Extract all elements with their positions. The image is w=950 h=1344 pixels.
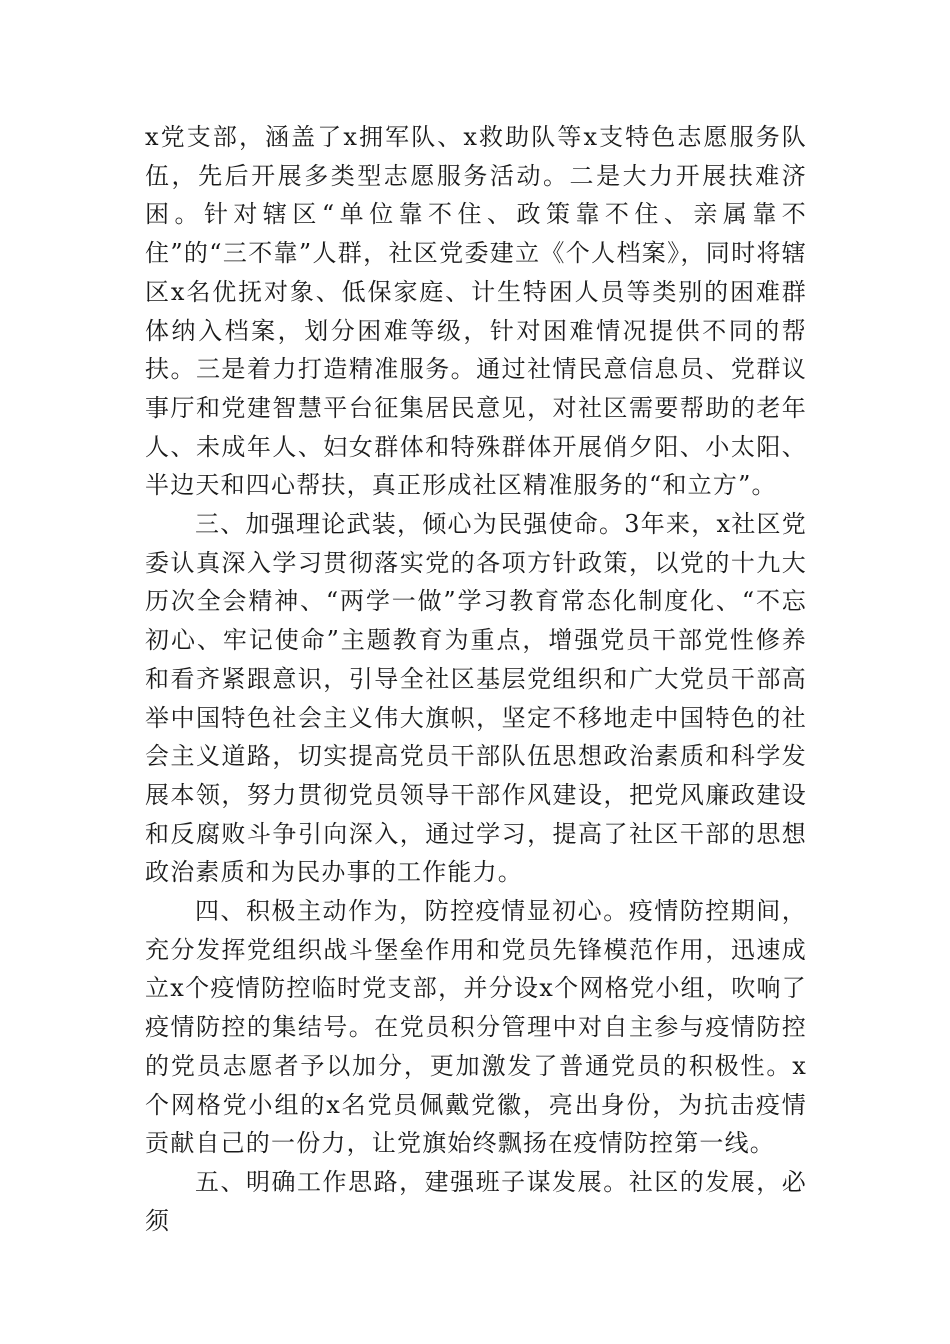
- document-body: [145, 118, 807, 1240]
- paragraph-theory-study: 三、加强理论武装，倾心为民强使命。3年来，x社区党委认真深入学习贯彻落实党的各项方针政策，以党的十九大历次全会精神、“两学一做”学习教育常态化制度化、“不忘初心、牢记使命”主题教育为重点，增强党员干部党性修养和看齐紧跟意识，引导全社区基层党组织和广大党员干部高举中国特色社会主义伟大旗帜，坚定不移地走中国特色的社会主义道路，切实提高党员干部队伍思想政治素质和科学发展本领，努力贯彻党员领导干部作风建设，把党风廉政建设和反腐败斗争引向深入，通过学习，提高了社区干部的思想政治素质和为民办事的工作能力。: [145, 510, 807, 887]
- paragraph-work-approach: 五、明确工作思路，建强班子谋发展。社区的发展，必须: [145, 1167, 807, 1235]
- paragraph-epidemic-control: 四、积极主动作为，防控疫情显初心。疫情防控期间，充分发挥党组织战斗堡垒作用和党员先锋模范作用，迅速成立x个疫情防控临时党支部，并分设x个网格党小组，吹响了疫情防控的集结号。在党员积分管理中对自主参与疫情防控的党员志愿者予以加分，更加激发了普通党员的积极性。x个网格党小组的x名党员佩戴党徽，亮出身份，为抗击疫情贡献自己的一份力，让党旗始终飘扬在疫情防控第一线。: [145, 897, 807, 1158]
- paragraph-volunteer-services: x党支部，涵盖了x拥军队、x救助队等x支特色志愿服务队伍，先后开展多类型志愿服务活动。二是大力开展扶难济困。针对辖区“单位靠不住、政策靠不住、亲属靠不住”的“三不靠”人群，社区党委建立《个人档案》，同时将辖区x名优抚对象、低保家庭、计生特困人员等类别的困难群体纳入档案，划分困难等级，针对困难情况提供不同的帮扶。三是着力打造精准服务。通过社情民意信息员、党群议事厅和党建智慧平台征集居民意见，对社区需要帮助的老年人、未成年人、妇女群体和特殊群体开展俏夕阳、小太阳、半边天和四心帮扶，真正形成社区精准服务的“和立方”。: [145, 123, 807, 500]
